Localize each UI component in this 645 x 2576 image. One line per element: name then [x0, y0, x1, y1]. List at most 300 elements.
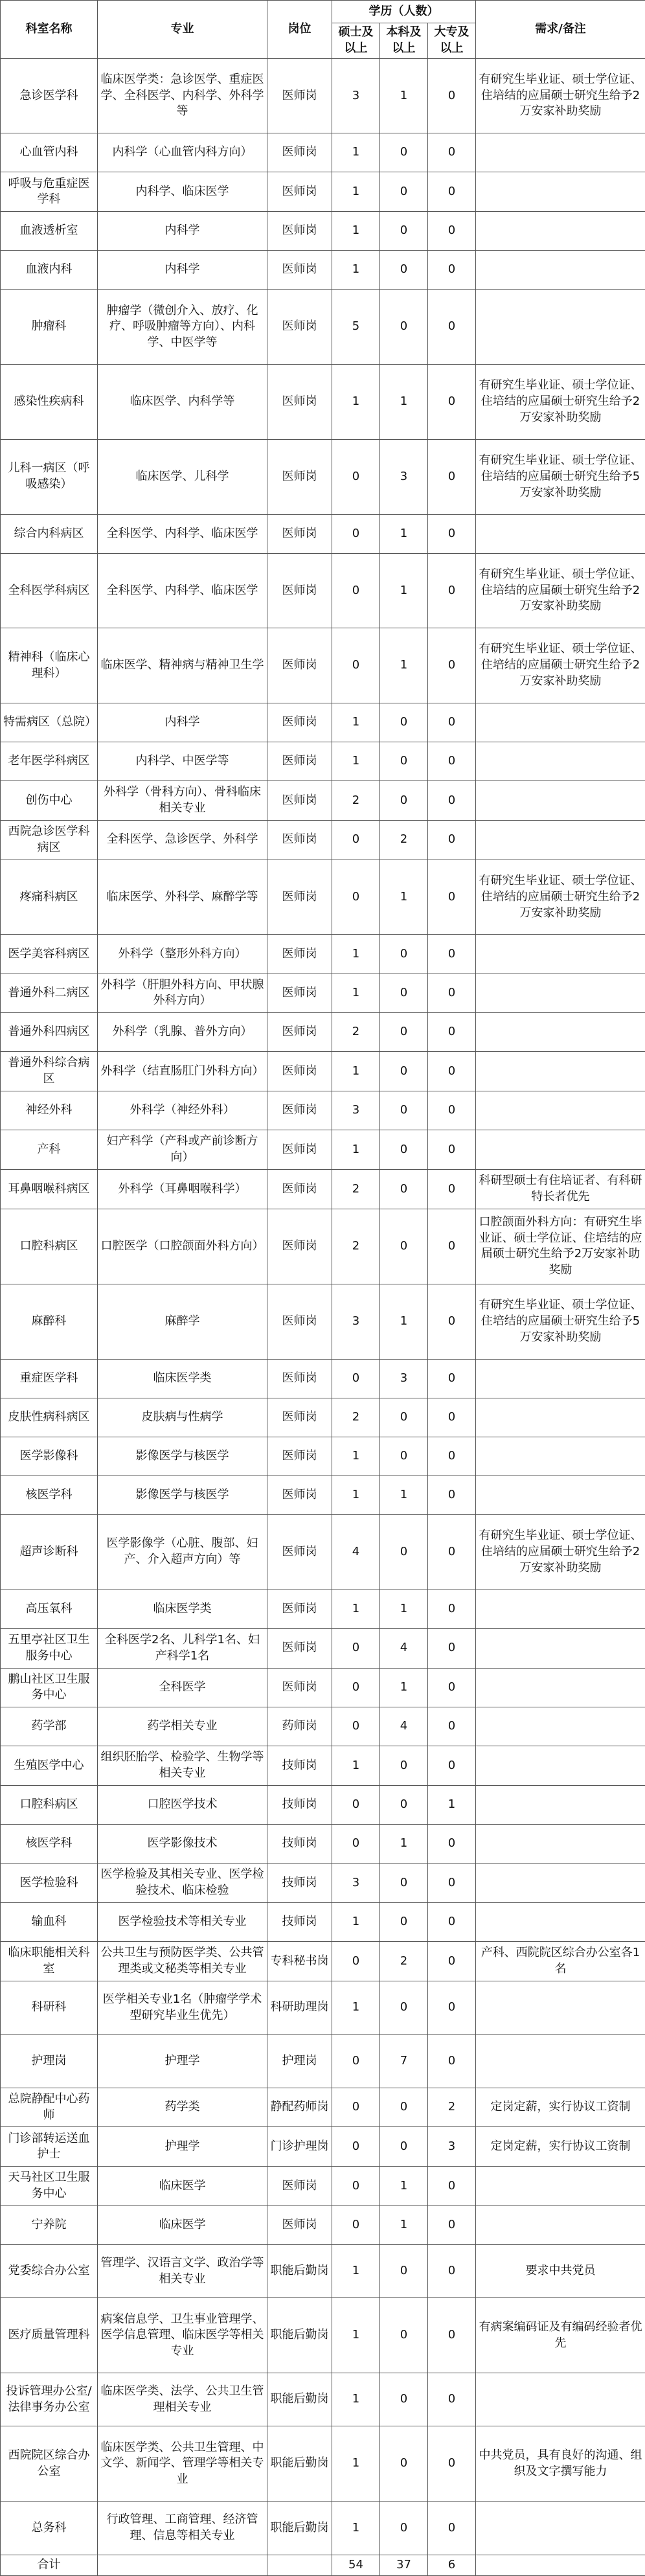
cell-major: 行政管理、工商管理、经济管理、信息等相关专业 [98, 2502, 267, 2555]
table-row [1, 2127, 645, 2167]
cell-major: 医学相关专业1名（肿瘤学学术型研究毕业生优先） [98, 1981, 267, 2035]
cell-remarks [476, 172, 645, 212]
cell-major: 内科学 [98, 251, 267, 290]
cell-master: 1 [332, 1981, 380, 2035]
cell-college: 0 [428, 58, 476, 133]
cell-department: 科研科 [1, 1981, 98, 2035]
cell-master: 3 [332, 1284, 380, 1359]
cell-department: 医学影像科 [1, 1437, 98, 1476]
cell-major: 内科学、临床医学 [98, 172, 267, 212]
cell-master: 0 [332, 439, 380, 514]
table-row [1, 860, 645, 935]
cell-master: 3 [332, 1864, 380, 1903]
cell-major: 临床医学、儿科学 [98, 439, 267, 514]
cell-position: 医师岗 [267, 1398, 332, 1437]
cell-position: 医师岗 [267, 553, 332, 628]
cell-remarks [476, 514, 645, 553]
cell-position: 医师岗 [267, 703, 332, 742]
cell-remarks: 有研究生毕业证、硕士学位证、住培结的应届硕士研究生给予2万安家补助奖励 [476, 628, 645, 703]
cell-bachelor: 4 [380, 1628, 428, 1668]
cell-position: 医师岗 [267, 974, 332, 1013]
cell-remarks: 中共党员，具有良好的沟通、组织及文字撰写能力 [476, 2426, 645, 2502]
table-row [1, 1052, 645, 1091]
cell-major: 临床医学、精神病与精神卫生学 [98, 628, 267, 703]
cell-master: 1 [332, 1437, 380, 1476]
cell-bachelor: 0 [380, 974, 428, 1013]
cell-major: 肿瘤学（微创介入、放疗、化疗、呼吸肿瘤等方向）、内科学、中医学等 [98, 290, 267, 365]
cell-major: 管理学、汉语言文学、政治学等相关专业 [98, 2245, 267, 2298]
cell-position: 技师岗 [267, 1864, 332, 1903]
cell-remarks [476, 2373, 645, 2426]
cell-remarks: 定岗定薪，实行协议工资制 [476, 2127, 645, 2167]
cell-position: 技师岗 [267, 1825, 332, 1864]
cell-master: 1 [332, 935, 380, 974]
cell-major: 外科学（乳腺、普外方向） [98, 1013, 267, 1052]
cell-bachelor: 4 [380, 1707, 428, 1746]
total-empty-major [98, 2555, 267, 2576]
table-row [1, 628, 645, 703]
cell-position: 医师岗 [267, 1209, 332, 1284]
cell-position: 医师岗 [267, 742, 332, 781]
cell-position: 医师岗 [267, 1590, 332, 1628]
cell-major: 临床医学类、法学、公共卫生管理相关专业 [98, 2373, 267, 2426]
cell-major: 临床医学类：急诊医学、重症医学、全科医学、内科学、外科学等 [98, 58, 267, 133]
cell-remarks [476, 1091, 645, 1130]
cell-bachelor: 0 [380, 2298, 428, 2373]
cell-major: 护理学 [98, 2035, 267, 2088]
cell-college: 0 [428, 1514, 476, 1590]
cell-master: 0 [332, 1786, 380, 1825]
table-row [1, 1170, 645, 1209]
cell-college: 0 [428, 1864, 476, 1903]
cell-master: 1 [332, 974, 380, 1013]
cell-college: 0 [428, 365, 476, 440]
cell-bachelor: 0 [380, 1981, 428, 2035]
cell-major: 麻醉学 [98, 1284, 267, 1359]
cell-master: 2 [332, 1398, 380, 1437]
table-row [1, 251, 645, 290]
table-row [1, 290, 645, 365]
table-row [1, 172, 645, 212]
cell-college: 0 [428, 439, 476, 514]
total-label: 合计 [1, 2555, 98, 2576]
table-row [1, 703, 645, 742]
cell-remarks [476, 1903, 645, 1942]
cell-major: 口腔医学（口腔颌面外科方向） [98, 1209, 267, 1284]
cell-college: 0 [428, 2206, 476, 2245]
cell-bachelor: 0 [380, 1170, 428, 1209]
cell-college: 0 [428, 742, 476, 781]
cell-master: 2 [332, 1209, 380, 1284]
cell-department: 总院静配中心药师 [1, 2088, 98, 2127]
cell-major: 外科学（骨科方向）、骨科临床相关专业 [98, 781, 267, 821]
cell-department: 儿科一病区（呼吸感染） [1, 439, 98, 514]
cell-major: 影像医学与核医学 [98, 1437, 267, 1476]
cell-bachelor: 0 [380, 1209, 428, 1284]
cell-master: 2 [332, 1013, 380, 1052]
total-empty-position [267, 2555, 332, 2576]
cell-department: 输血科 [1, 1903, 98, 1942]
table-row [1, 1786, 645, 1825]
table-row [1, 1476, 645, 1514]
cell-college: 0 [428, 860, 476, 935]
cell-major: 临床医学类 [98, 1359, 267, 1398]
cell-remarks [476, 1398, 645, 1437]
cell-department: 药学部 [1, 1707, 98, 1746]
cell-major: 病案信息学、卫生事业管理学、医学信息管理、临床医学等相关专业 [98, 2298, 267, 2373]
cell-bachelor: 0 [380, 935, 428, 974]
cell-master: 1 [332, 1903, 380, 1942]
cell-position: 医师岗 [267, 2206, 332, 2245]
cell-bachelor: 3 [380, 439, 428, 514]
cell-department: 核医学科 [1, 1825, 98, 1864]
cell-position: 医师岗 [267, 439, 332, 514]
cell-master: 0 [332, 2167, 380, 2206]
cell-position: 医师岗 [267, 212, 332, 251]
table-row [1, 1091, 645, 1130]
cell-master: 1 [332, 1130, 380, 1170]
cell-bachelor: 1 [380, 1825, 428, 1864]
cell-department: 护理岗 [1, 2035, 98, 2088]
cell-master: 1 [332, 133, 380, 172]
cell-college: 0 [428, 172, 476, 212]
cell-department: 口腔科病区 [1, 1209, 98, 1284]
cell-major: 全科医学、内科学、临床医学 [98, 553, 267, 628]
cell-remarks [476, 1437, 645, 1476]
cell-department: 超声诊断科 [1, 1514, 98, 1590]
cell-department: 普通外科二病区 [1, 974, 98, 1013]
header-education: 学历（人数） [332, 1, 476, 23]
cell-bachelor: 1 [380, 1590, 428, 1628]
cell-position: 护理岗 [267, 2035, 332, 2088]
cell-remarks [476, 974, 645, 1013]
header-college: 大专及以上 [428, 23, 476, 59]
cell-bachelor: 0 [380, 2426, 428, 2502]
cell-master: 0 [332, 2206, 380, 2245]
cell-master: 1 [332, 1590, 380, 1628]
cell-department: 重症医学科 [1, 1359, 98, 1398]
cell-position: 医师岗 [267, 820, 332, 860]
cell-remarks [476, 1786, 645, 1825]
cell-department: 产科 [1, 1130, 98, 1170]
cell-remarks: 有研究生毕业证、硕士学位证、住培结的应届硕士研究生给予2万安家补助奖励 [476, 553, 645, 628]
cell-college: 0 [428, 212, 476, 251]
cell-master: 1 [332, 1476, 380, 1514]
cell-master: 1 [332, 251, 380, 290]
cell-college: 2 [428, 2088, 476, 2127]
cell-position: 医师岗 [267, 1476, 332, 1514]
table-row [1, 2206, 645, 2245]
cell-major: 临床医学 [98, 2167, 267, 2206]
cell-remarks: 定岗定薪，实行协议工资制 [476, 2088, 645, 2127]
cell-position: 医师岗 [267, 514, 332, 553]
cell-remarks [476, 1628, 645, 1668]
cell-position: 职能后勤岗 [267, 2245, 332, 2298]
cell-remarks: 科研型硕士有住培证者、有科研特长者优先 [476, 1170, 645, 1209]
cell-major: 全科医学、内科学、临床医学 [98, 514, 267, 553]
cell-college: 0 [428, 1746, 476, 1786]
table-row [1, 1209, 645, 1284]
cell-college: 0 [428, 290, 476, 365]
cell-position: 专科秘书岗 [267, 1942, 332, 1981]
cell-department: 投诉管理办公室/法律事务办公室 [1, 2373, 98, 2426]
total-master: 54 [332, 2555, 380, 2576]
cell-college: 0 [428, 703, 476, 742]
cell-bachelor: 0 [380, 172, 428, 212]
cell-department: 普通外科四病区 [1, 1013, 98, 1052]
cell-department: 皮肤性病科病区 [1, 1398, 98, 1437]
cell-major: 临床医学类 [98, 1590, 267, 1628]
cell-master: 0 [332, 2035, 380, 2088]
cell-bachelor: 0 [380, 1514, 428, 1590]
cell-master: 0 [332, 553, 380, 628]
cell-department: 临床职能相关科室 [1, 1942, 98, 1981]
header-master: 硕士及以上 [332, 23, 380, 59]
cell-major: 医学检验技术等相关专业 [98, 1903, 267, 1942]
cell-major: 组织胚胎学、检验学、生物学等相关专业 [98, 1746, 267, 1786]
cell-college: 0 [428, 1942, 476, 1981]
cell-college: 0 [428, 514, 476, 553]
cell-position: 职能后勤岗 [267, 2373, 332, 2426]
cell-college: 0 [428, 1628, 476, 1668]
cell-position: 医师岗 [267, 251, 332, 290]
cell-college: 1 [428, 1786, 476, 1825]
cell-college: 0 [428, 1707, 476, 1746]
cell-bachelor: 1 [380, 1476, 428, 1514]
table-row [1, 2426, 645, 2502]
cell-major: 内科学 [98, 703, 267, 742]
cell-college: 0 [428, 820, 476, 860]
table-row [1, 742, 645, 781]
table-row [1, 1707, 645, 1746]
cell-college: 0 [428, 1903, 476, 1942]
table-row [1, 1013, 645, 1052]
cell-remarks [476, 1476, 645, 1514]
cell-college: 0 [428, 1590, 476, 1628]
cell-college: 0 [428, 2502, 476, 2555]
cell-bachelor: 0 [380, 2502, 428, 2555]
cell-position: 医师岗 [267, 860, 332, 935]
cell-major: 公共卫生与预防医学类、公共管理类或文秘类等相关专业 [98, 1942, 267, 1981]
cell-bachelor: 0 [380, 2127, 428, 2167]
cell-remarks [476, 1746, 645, 1786]
cell-college: 0 [428, 553, 476, 628]
table-row [1, 820, 645, 860]
cell-bachelor: 0 [380, 212, 428, 251]
cell-position: 医师岗 [267, 133, 332, 172]
cell-position: 医师岗 [267, 172, 332, 212]
cell-bachelor: 0 [380, 1864, 428, 1903]
cell-bachelor: 0 [380, 1398, 428, 1437]
cell-department: 特需病区（总院） [1, 703, 98, 742]
cell-college: 0 [428, 2167, 476, 2206]
cell-department: 血液内科 [1, 251, 98, 290]
cell-remarks [476, 251, 645, 290]
cell-master: 1 [332, 2426, 380, 2502]
cell-bachelor: 0 [380, 1903, 428, 1942]
cell-department: 肿瘤科 [1, 290, 98, 365]
table-row [1, 2298, 645, 2373]
cell-position: 医师岗 [267, 1091, 332, 1130]
cell-remarks [476, 1359, 645, 1398]
cell-bachelor: 0 [380, 251, 428, 290]
cell-major: 护理学 [98, 2127, 267, 2167]
cell-college: 0 [428, 1170, 476, 1209]
header-position: 岗位 [267, 1, 332, 59]
cell-college: 0 [428, 974, 476, 1013]
cell-remarks [476, 2035, 645, 2088]
cell-department: 感染性疾病科 [1, 365, 98, 440]
cell-college: 0 [428, 2373, 476, 2426]
cell-position: 技师岗 [267, 1746, 332, 1786]
total-bachelor: 37 [380, 2555, 428, 2576]
cell-master: 3 [332, 1091, 380, 1130]
cell-bachelor: 0 [380, 1091, 428, 1130]
cell-remarks [476, 1130, 645, 1170]
cell-bachelor: 1 [380, 365, 428, 440]
cell-position: 医师岗 [267, 628, 332, 703]
table-row [1, 1903, 645, 1942]
cell-remarks [476, 1013, 645, 1052]
cell-department: 呼吸与危重症医学科 [1, 172, 98, 212]
table-row [1, 2373, 645, 2426]
table-row [1, 514, 645, 553]
cell-major: 临床医学类、公共卫生管理、中文学、新闻学、管理学等相关专业 [98, 2426, 267, 2502]
cell-major: 临床医学、外科学、麻醉学等 [98, 860, 267, 935]
cell-department: 创伤中心 [1, 781, 98, 821]
cell-master: 0 [332, 820, 380, 860]
cell-bachelor: 2 [380, 820, 428, 860]
cell-bachelor: 0 [380, 2373, 428, 2426]
cell-remarks [476, 1825, 645, 1864]
cell-major: 药学类 [98, 2088, 267, 2127]
table-row [1, 212, 645, 251]
cell-remarks: 产科、西院院区综合办公室各1名 [476, 1942, 645, 1981]
cell-position: 医师岗 [267, 1052, 332, 1091]
cell-master: 0 [332, 860, 380, 935]
cell-position: 静配药师岗 [267, 2088, 332, 2127]
table-row [1, 1437, 645, 1476]
cell-college: 0 [428, 133, 476, 172]
cell-master: 0 [332, 1668, 380, 1707]
cell-bachelor: 1 [380, 628, 428, 703]
table-row [1, 1590, 645, 1628]
cell-position: 医师岗 [267, 1170, 332, 1209]
cell-master: 3 [332, 58, 380, 133]
cell-master: 1 [332, 742, 380, 781]
cell-bachelor: 0 [380, 1437, 428, 1476]
cell-position: 医师岗 [267, 935, 332, 974]
cell-master: 0 [332, 1359, 380, 1398]
cell-remarks [476, 2502, 645, 2555]
cell-remarks: 有研究生毕业证、硕士学位证、住培结的应届硕士研究生给予2万安家补助奖励 [476, 1514, 645, 1590]
cell-master: 1 [332, 212, 380, 251]
cell-department: 西院急诊医学科病区 [1, 820, 98, 860]
table-row [1, 1668, 645, 1707]
cell-college: 0 [428, 2426, 476, 2502]
cell-master: 0 [332, 1628, 380, 1668]
cell-remarks [476, 1668, 645, 1707]
cell-college: 0 [428, 1981, 476, 2035]
cell-department: 天马社区卫生服务中心 [1, 2167, 98, 2206]
table-row [1, 2502, 645, 2555]
cell-department: 医疗质量管理科 [1, 2298, 98, 2373]
cell-master: 4 [332, 1514, 380, 1590]
cell-position: 职能后勤岗 [267, 2502, 332, 2555]
cell-bachelor: 2 [380, 1942, 428, 1981]
cell-remarks [476, 2206, 645, 2245]
table-row [1, 1864, 645, 1903]
cell-college: 0 [428, 1209, 476, 1284]
cell-department: 核医学科 [1, 1476, 98, 1514]
table-row [1, 1942, 645, 1981]
cell-position: 医师岗 [267, 1668, 332, 1707]
cell-position: 医师岗 [267, 1628, 332, 1668]
cell-major: 全科医学 [98, 1668, 267, 1707]
cell-department: 心血管内科 [1, 133, 98, 172]
cell-master: 0 [332, 628, 380, 703]
cell-department: 全科医学科病区 [1, 553, 98, 628]
cell-position: 技师岗 [267, 1786, 332, 1825]
table-row [1, 133, 645, 172]
cell-major: 临床医学、内科学等 [98, 365, 267, 440]
cell-college: 0 [428, 1437, 476, 1476]
cell-bachelor: 1 [380, 553, 428, 628]
cell-college: 0 [428, 1052, 476, 1091]
cell-major: 妇产科学（产科或产前诊断方向） [98, 1130, 267, 1170]
cell-bachelor: 0 [380, 1786, 428, 1825]
cell-college: 0 [428, 1476, 476, 1514]
cell-master: 0 [332, 2127, 380, 2167]
cell-major: 医学检验及其相关专业、医学检验技术、临床检验 [98, 1864, 267, 1903]
table-row [1, 1130, 645, 1170]
cell-department: 鹏山社区卫生服务中心 [1, 1668, 98, 1707]
cell-department: 老年医学科病区 [1, 742, 98, 781]
cell-college: 0 [428, 628, 476, 703]
cell-major: 外科学（神经外科） [98, 1091, 267, 1130]
cell-master: 1 [332, 1052, 380, 1091]
cell-position: 医师岗 [267, 1514, 332, 1590]
cell-position: 医师岗 [267, 290, 332, 365]
cell-major: 内科学、中医学等 [98, 742, 267, 781]
cell-remarks [476, 935, 645, 974]
cell-bachelor: 0 [380, 703, 428, 742]
cell-college: 0 [428, 1091, 476, 1130]
cell-department: 医学检验科 [1, 1864, 98, 1903]
table-row [1, 1359, 645, 1398]
cell-major: 外科学（肝胆外科方向、甲状腺外科方向） [98, 974, 267, 1013]
cell-master: 0 [332, 514, 380, 553]
cell-remarks: 有研究生毕业证、硕士学位证、住培结的应届硕士研究生给予2万安家补助奖励 [476, 860, 645, 935]
header-major: 专业 [98, 1, 267, 59]
cell-major: 全科医学、急诊医学、外科学 [98, 820, 267, 860]
cell-position: 医师岗 [267, 1013, 332, 1052]
cell-department: 口腔科病区 [1, 1786, 98, 1825]
cell-major: 临床医学 [98, 2206, 267, 2245]
cell-bachelor: 0 [380, 1746, 428, 1786]
table-row [1, 1746, 645, 1786]
cell-college: 0 [428, 781, 476, 821]
cell-college: 0 [428, 2035, 476, 2088]
header-department: 科室名称 [1, 1, 98, 59]
cell-department: 西院院区综合办公室 [1, 2426, 98, 2502]
cell-college: 0 [428, 1398, 476, 1437]
cell-department: 党委综合办公室 [1, 2245, 98, 2298]
cell-major: 内科学（心血管内科方向） [98, 133, 267, 172]
table-row [1, 974, 645, 1013]
cell-department: 宁养院 [1, 2206, 98, 2245]
cell-college: 0 [428, 1130, 476, 1170]
